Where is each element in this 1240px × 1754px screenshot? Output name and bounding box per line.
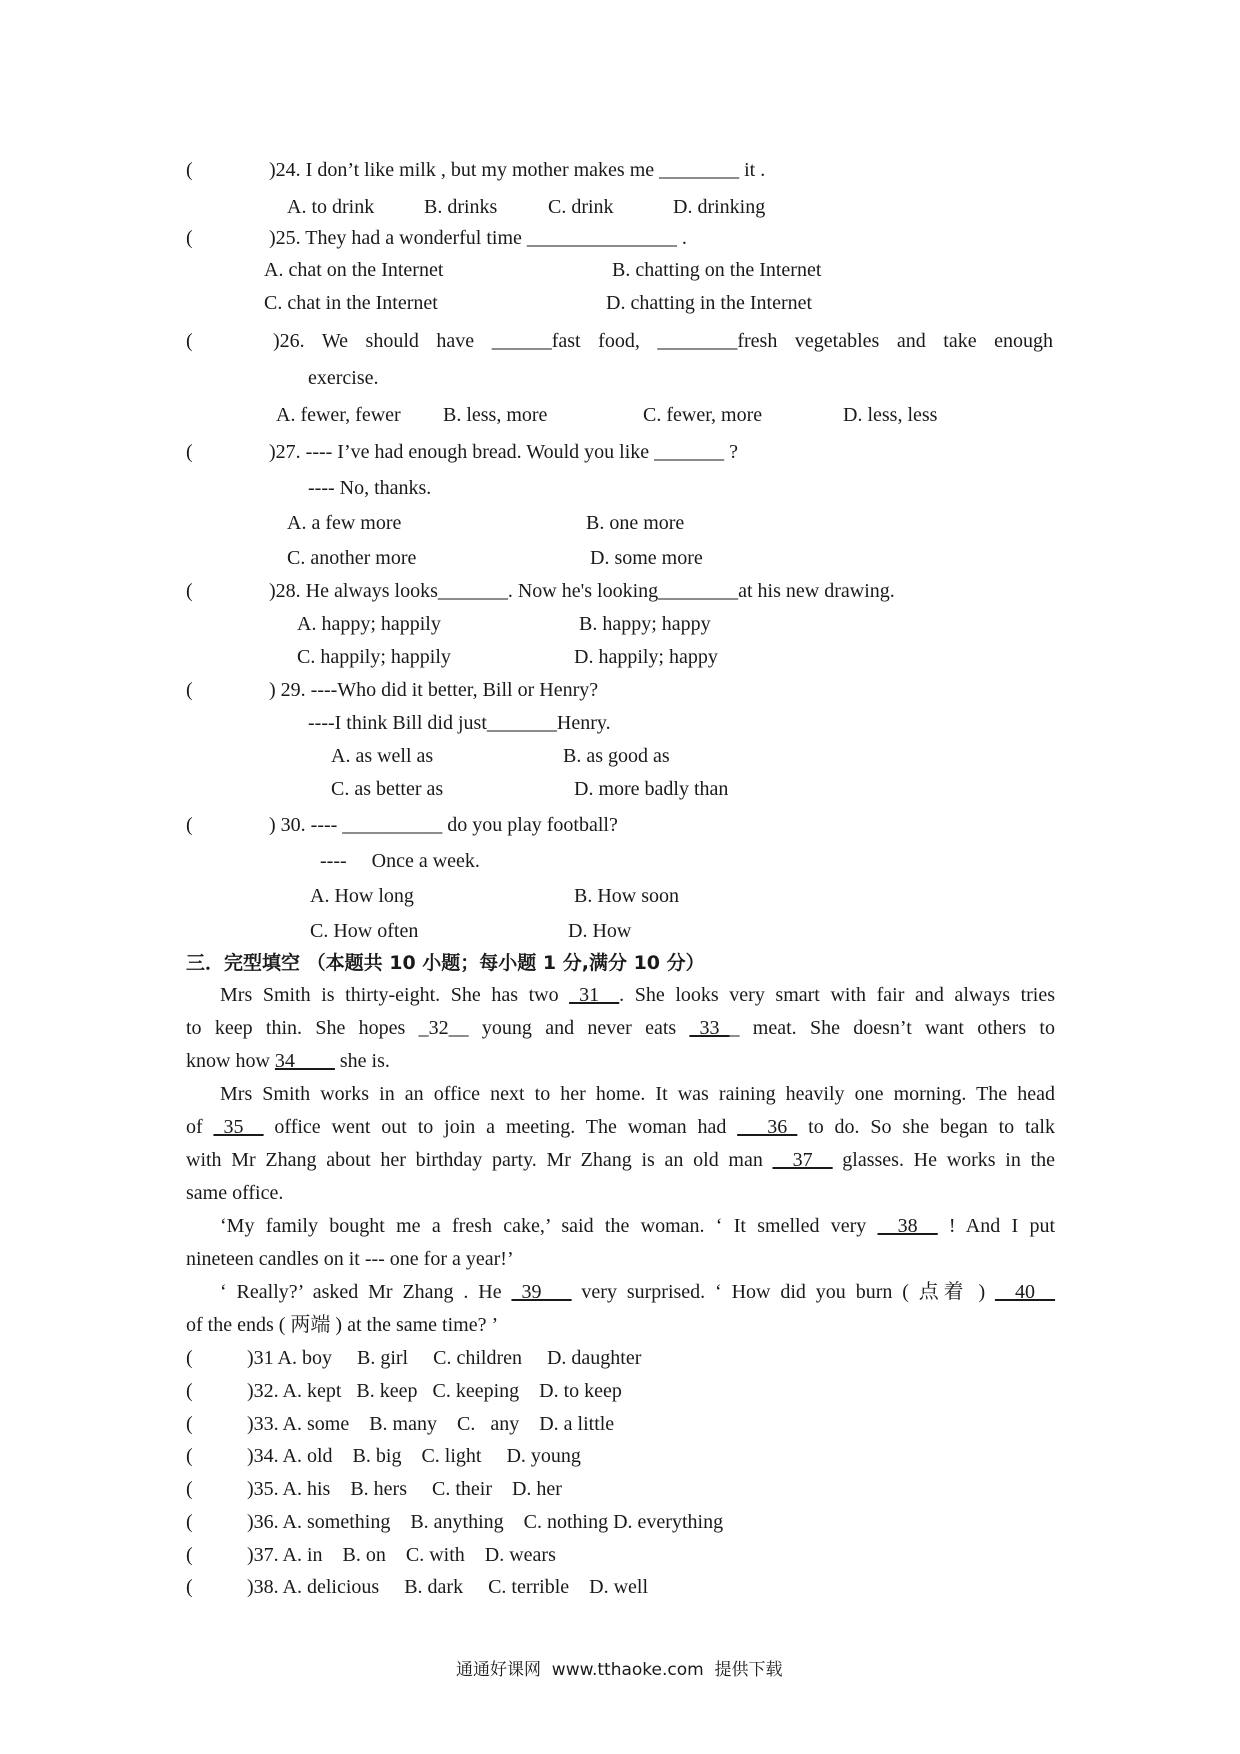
option-b: B. drinks: [424, 196, 498, 218]
question-26-text: )26. We should have ______fast food, ________fresh vegetables and take enough: [273, 330, 1053, 352]
option-b: B. happy; happy: [579, 613, 711, 635]
answer-paren: (: [186, 227, 193, 249]
passage-line: of the ends ( 两端 ) at the same time? ’: [186, 1314, 499, 1336]
option-a: A. fewer, fewer: [276, 404, 401, 426]
question-27-text: )27. ---- I’ve had enough bread. Would you like _______ ?: [269, 441, 739, 463]
option-b: B. as good as: [563, 745, 670, 767]
option-c: C. chat in the Internet: [264, 292, 438, 314]
blank-40: __40__: [995, 1281, 1055, 1303]
question-30-reply: ---- Once a week.: [320, 850, 480, 872]
blank: ________: [658, 580, 739, 602]
cloze-item-34: )34. A. old B. big C. light D. young: [247, 1445, 581, 1467]
passage-line: of _35__ office went out to join a meeting. The woman had ___36_ to do. So she began to talk: [186, 1116, 1055, 1138]
answer-paren: (: [186, 1544, 193, 1566]
question-29-text: ) 29. ----Who did it better, Bill or Henry?: [269, 679, 599, 701]
option-c: C. drink: [548, 196, 614, 218]
option-c: C. How often: [310, 920, 419, 942]
passage-line: ‘ Really?’ asked Mr Zhang . He _39___ very surprised. ‘ How did you burn ( 点着 ) __40__: [220, 1281, 1055, 1303]
blank-38: __38__: [877, 1215, 938, 1237]
option-d: D. more badly than: [574, 778, 729, 800]
blank-34: 34____: [274, 1050, 335, 1072]
option-b: B. chatting on the Internet: [612, 259, 822, 281]
option-a: A. a few more: [287, 512, 402, 534]
cloze-item-32: )32. A. kept B. keep C. keeping D. to keep: [247, 1380, 622, 1402]
question-29-reply: ----I think Bill did just_______Henry.: [308, 712, 611, 734]
option-c: C. another more: [287, 547, 417, 569]
cloze-item-38: )38. A. delicious B. dark C. terrible D. well: [247, 1576, 649, 1598]
answer-paren: (: [186, 580, 193, 602]
option-d: D. drinking: [673, 196, 766, 218]
cloze-item-35: )35. A. his B. hers C. their D. her: [247, 1478, 562, 1500]
question-25-text: )25. They had a wonderful time _______________ .: [269, 227, 687, 249]
cloze-item-36: )36. A. something B. anything C. nothing D. everything: [247, 1511, 724, 1533]
passage-line: to keep thin. She hopes _32__ young and never eats _33__ meat. She doesn’t want others to: [186, 1017, 1055, 1039]
page-footer: 通通好课网 www.tthaoke.com 提供下载: [456, 1660, 783, 1680]
option-a: A. chat on the Internet: [264, 259, 444, 281]
section-heading: 三．完型填空 （本题共 10 小题；每小题 1 分,满分 10 分）: [186, 952, 705, 974]
option-d: D. How: [568, 920, 632, 942]
question-28-text: )28. He always looks_______. Now he's looking________at his new drawing.: [269, 580, 895, 602]
option-c: C. as better as: [331, 778, 444, 800]
blank: _______: [437, 580, 508, 602]
answer-paren: (: [186, 1445, 193, 1467]
option-d: D. some more: [590, 547, 703, 569]
option-c: C. happily; happily: [297, 646, 451, 668]
cloze-item-33: )33. A. some B. many C. any D. a little: [247, 1413, 615, 1435]
option-a: A. as well as: [331, 745, 434, 767]
blank-36: ___36_: [737, 1116, 798, 1138]
passage-line: Mrs Smith is thirty-eight. She has two _31__. She looks very smart with fair and always tries: [220, 984, 1056, 1006]
answer-paren: (: [186, 814, 193, 836]
cloze-item-37: )37. A. in B. on C. with D. wears: [247, 1544, 556, 1566]
answer-paren: (: [186, 159, 193, 181]
question-24-text: )24. I don’t like milk , but my mother makes me ________ it .: [269, 159, 766, 181]
option-a: A. to drink: [287, 196, 375, 218]
blank-31: _31__: [569, 984, 620, 1006]
answer-paren: (: [186, 1413, 193, 1435]
passage-line: same office.: [186, 1182, 284, 1204]
option-c: C. fewer, more: [643, 404, 763, 426]
option-d: D. chatting in the Internet: [606, 292, 813, 314]
blank-32: _32__: [418, 1017, 469, 1039]
question-27-reply: ---- No, thanks.: [308, 477, 432, 499]
passage-line: Mrs Smith works in an office next to her home. It was raining heavily one morning. The head: [220, 1083, 1055, 1105]
answer-paren: (: [186, 1478, 193, 1500]
passage-line: nineteen candles on it --- one for a year!’: [186, 1248, 514, 1270]
blank-33: _33_: [689, 1017, 730, 1039]
option-a: A. happy; happily: [297, 613, 441, 635]
answer-paren: (: [186, 1347, 193, 1369]
blank-39: _39___: [511, 1281, 572, 1303]
passage-line: know how 34____ she is.: [186, 1050, 390, 1072]
answer-paren: (: [186, 330, 193, 352]
passage-line: with Mr Zhang about her birthday party. Mr Zhang is an old man __37__ glasses. He works in the: [186, 1149, 1055, 1171]
answer-paren: (: [186, 679, 193, 701]
blank-35: _35__: [213, 1116, 264, 1138]
answer-paren: (: [186, 1511, 193, 1533]
question-30-text: ) 30. ---- __________ do you play football?: [269, 814, 618, 836]
blank: _______: [486, 712, 557, 734]
option-d: D. happily; happy: [574, 646, 718, 668]
answer-paren: (: [186, 1380, 193, 1402]
option-b: B. How soon: [574, 885, 680, 907]
option-b: B. one more: [586, 512, 685, 534]
cloze-item-31: )31 A. boy B. girl C. children D. daughter: [247, 1347, 642, 1369]
option-d: D. less, less: [843, 404, 938, 426]
option-b: B. less, more: [443, 404, 548, 426]
option-a: A. How long: [310, 885, 414, 907]
question-26-continued: exercise.: [308, 367, 379, 389]
blank-37: __37__: [772, 1149, 833, 1171]
answer-paren: (: [186, 1576, 193, 1598]
answer-paren: (: [186, 441, 193, 463]
passage-line: ‘My family bought me a fresh cake,’ said the woman. ‘ It smelled very __38__ ! And I put: [220, 1215, 1056, 1237]
